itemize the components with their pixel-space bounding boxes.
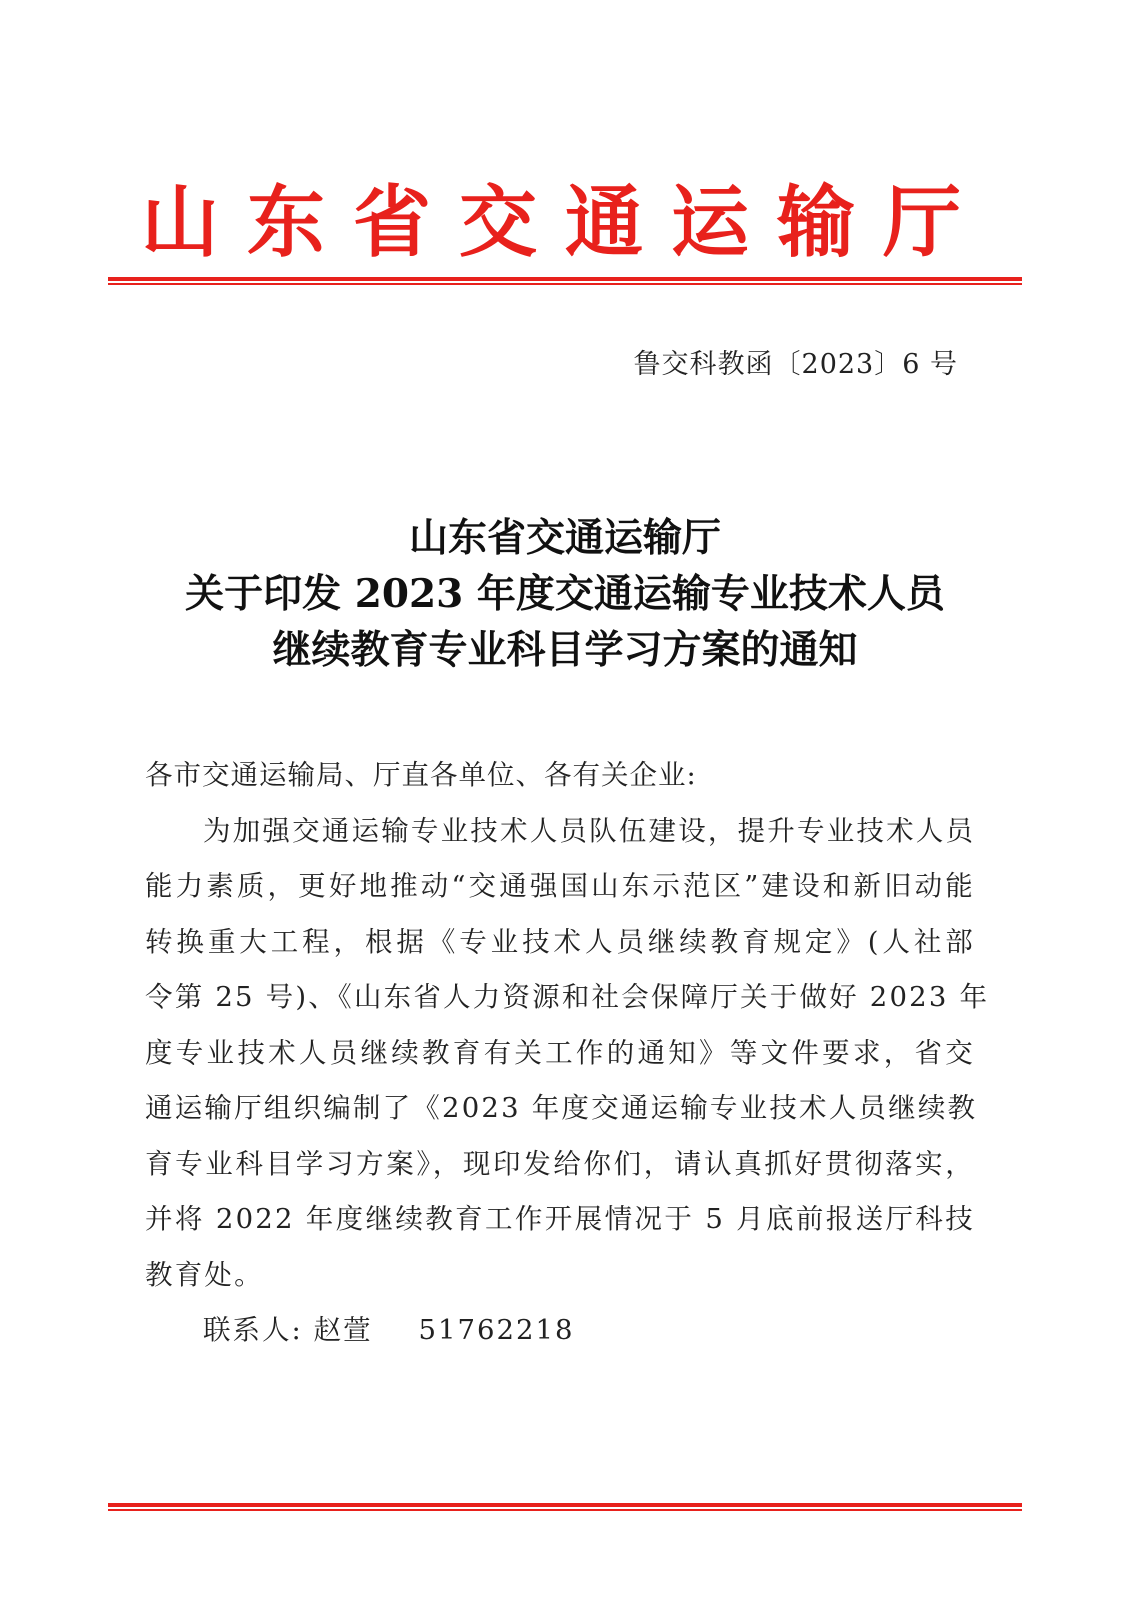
title-line-1: 山东省交通运输厅 — [408, 515, 721, 561]
title-line-2: 关于印发 2023 年度交通运输专业技术人员 — [185, 571, 945, 617]
contact-person: 联系人: 赵萱 — [203, 1314, 373, 1346]
paragraph-line: 度专业技术人员继续教育有关工作的通知》等文件要求，省交 — [145, 1036, 975, 1069]
contact-phone: 51762218 — [418, 1314, 575, 1346]
paragraph-line: 教育处。 — [145, 1258, 264, 1291]
title-line-3: 继续教育专业科目学习方案的通知 — [272, 627, 858, 673]
paragraph-line: 育专业科目学习方案》，现印发给你们，请认真抓好贯彻落实， — [145, 1147, 975, 1180]
salutation: 各市交通运输局、厅直各单位、各有关企业: — [145, 759, 697, 791]
paragraph-line: 通运输厅组织编制了《2023 年度交通运输专业技术人员继续教 — [145, 1092, 978, 1124]
document-body — [145, 748, 990, 1359]
footer-red-rule — [108, 1503, 1022, 1511]
paragraph-line: 为加强交通运输专业技术人员队伍建设，提升专业技术人员 — [203, 814, 976, 847]
document-number: 鲁交科教函〔2023〕6 号 — [633, 349, 958, 380]
document-title — [140, 510, 990, 678]
contact-line — [145, 1303, 975, 1359]
masthead-org-name: 山东省交通运输厅 — [140, 177, 989, 268]
paragraph-line: 令第 25 号)、《山东省人力资源和社会保障厅关于做好 2023 年 — [145, 981, 990, 1013]
paragraph-line: 并将 2022 年度继续教育工作开展情况于 5 月底前报送厅科技 — [145, 1203, 975, 1235]
masthead-red-rule — [108, 277, 1022, 285]
main-paragraph — [145, 804, 990, 1304]
paragraph-line: 能力素质，更好地推动“交通强国山东示范区”建设和新旧动能 — [145, 870, 975, 902]
paragraph-line: 转换重大工程，根据《专业技术人员继续教育规定》(人社部 — [145, 925, 975, 958]
